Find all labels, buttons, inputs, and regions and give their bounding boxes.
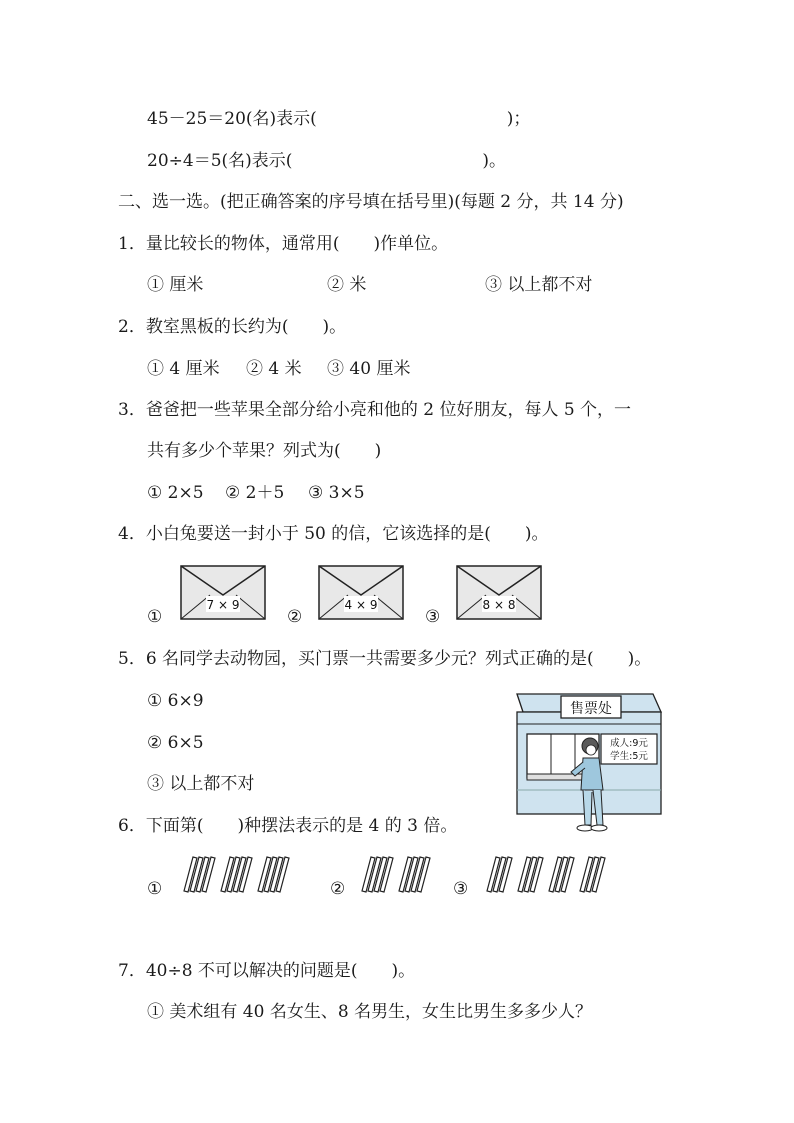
- q5-option-3: ③ 以上都不对: [147, 774, 255, 794]
- q6-marker-3: ③: [453, 879, 469, 899]
- q4-marker-3: ③: [425, 607, 441, 627]
- q5-option-1: ① 6×9: [147, 691, 204, 711]
- booth-sign: 售票处: [570, 701, 612, 717]
- fill-line-2: [147, 150, 506, 172]
- envelope-1-label: 7 × 9: [206, 598, 240, 612]
- q3-option-2: ② 2＋5: [225, 483, 285, 503]
- q2-option-1: ① 4 厘米: [147, 359, 220, 379]
- q6-sticks-arrangement-3: [483, 855, 638, 895]
- q1-option-3: ③ 以上都不对: [485, 275, 593, 295]
- question-7-stem: 7．40÷8 不可以解决的问题是( )。: [118, 961, 416, 981]
- question-5-stem: 5．6 名同学去动物园，买门票一共需要多少元？列式正确的是( )。: [118, 649, 652, 669]
- fill-line-2-prefix: 20÷4＝5(名)表示(: [147, 151, 293, 171]
- ticket-booth-illustration: [513, 690, 665, 838]
- question-6-stem: 6．下面第( )种摆法表示的是 4 的 3 倍。: [118, 816, 458, 836]
- q5-option-2: ② 6×5: [147, 733, 204, 753]
- fill-line-2-suffix: )。: [482, 151, 507, 171]
- q6-marker-1: ①: [147, 879, 163, 899]
- q2-option-2: ② 4 米: [246, 359, 302, 379]
- booth-price-adult: 成人:9元: [610, 738, 648, 749]
- envelope-3-label: 8 × 8: [482, 598, 516, 612]
- question-1-stem: 1．量比较长的物体，通常用( )作单位。: [118, 234, 449, 254]
- envelope-1: [180, 565, 266, 620]
- q6-sticks-arrangement-1: [180, 855, 310, 895]
- q7-option-1: ① 美术组有 40 名女生、8 名男生，女生比男生多多少人？: [147, 1002, 593, 1022]
- booth-price-student: 学生:5元: [610, 751, 648, 762]
- q3-option-3: ③ 3×5: [308, 483, 365, 503]
- q2-option-3: ③ 40 厘米: [327, 359, 411, 379]
- q6-marker-2: ②: [330, 879, 346, 899]
- envelope-2-label: 4 × 9: [344, 598, 378, 612]
- envelope-2: [318, 565, 404, 620]
- fill-line-1-suffix: )；: [506, 109, 531, 129]
- q1-option-1: ① 厘米: [147, 275, 204, 295]
- section-2-heading: 二、选一选。(把正确答案的序号填在括号里)(每题 2 分，共 14 分): [118, 192, 624, 212]
- question-3-stem-line-2: 共有多少个苹果？列式为( ): [147, 441, 382, 461]
- fill-line-1-prefix: 45－25＝20(名)表示(: [147, 109, 317, 129]
- q1-option-2: ② 米: [327, 275, 367, 295]
- q4-marker-1: ①: [147, 607, 163, 627]
- question-3-stem-line-1: 3．爸爸把一些苹果全部分给小亮和他的 2 位好朋友，每人 5 个，一: [118, 400, 632, 420]
- q4-marker-2: ②: [287, 607, 303, 627]
- q6-sticks-arrangement-2: [358, 855, 443, 895]
- envelope-3: [456, 565, 542, 620]
- fill-line-1: [147, 108, 530, 130]
- question-2-stem: 2．教室黑板的长约为( )。: [118, 317, 347, 337]
- question-4-stem: 4．小白兔要送一封小于 50 的信，它该选择的是( )。: [118, 524, 549, 544]
- q3-option-1: ① 2×5: [147, 483, 204, 503]
